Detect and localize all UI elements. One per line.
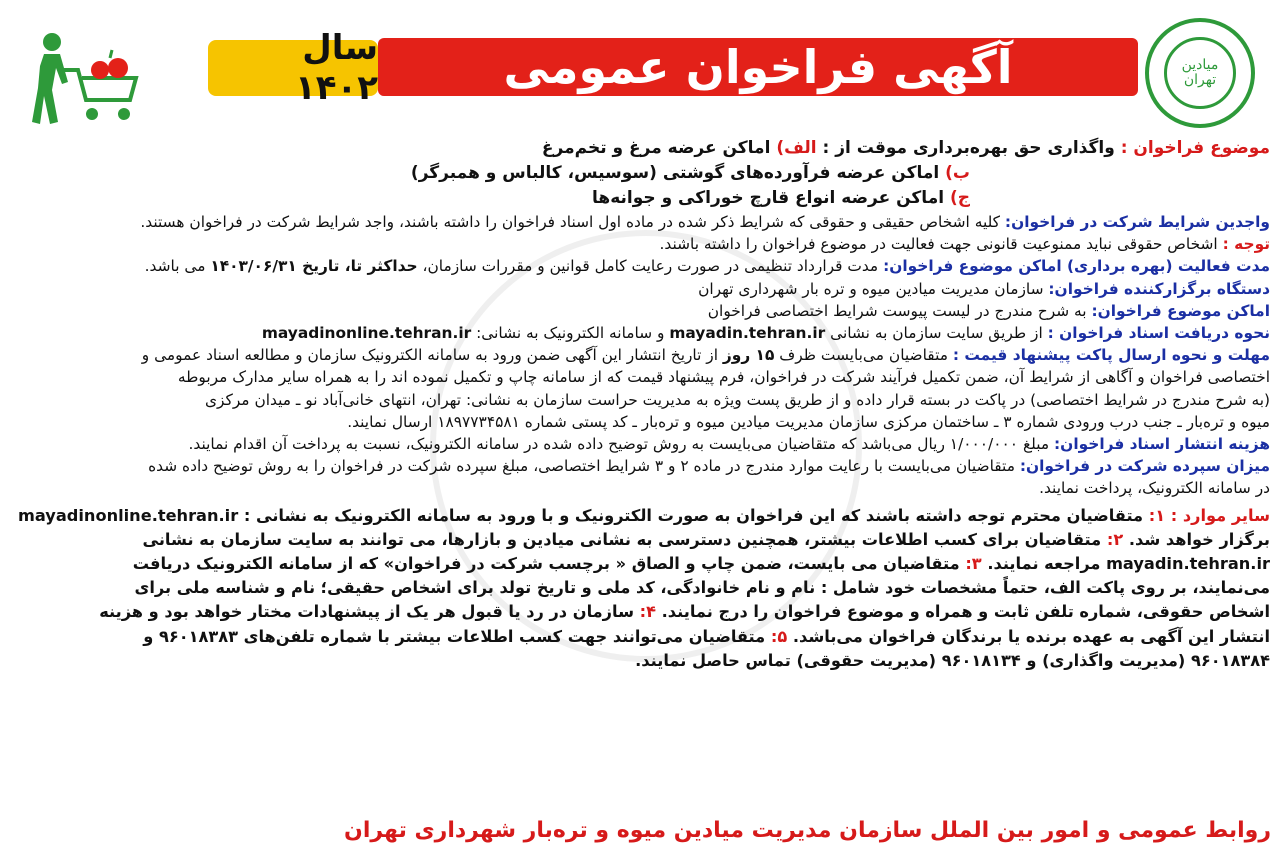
duration-end: می باشد. <box>144 257 206 276</box>
subject-item-a: اماکن عرضه مرغ و تخم‌مرغ <box>541 138 771 158</box>
other-text-6b: متقاضیان می‌توانند جهت کسب اطلاعات بیشتر با شماره تلفن‌های ۹۶۰۱۸۳۸۳ و <box>143 626 766 646</box>
other-line-2 <box>14 528 1270 552</box>
organizer-line <box>14 278 1270 300</box>
title-banner <box>378 38 1138 96</box>
other-site-link[interactable]: mayadin.tehran.ir <box>1106 554 1270 574</box>
eligibility-line <box>14 211 1270 233</box>
header <box>0 0 1285 132</box>
other-line-4: می‌نمایند، بر روی پاکت الف، حتماً مشخصات خود شامل : نام و نام خانوادگی، کد ملی و تاریخ تولد برای اشخاص حقیقی؛ نام و شناسه ملی برای <box>134 578 1270 598</box>
eligibility-label: واجدین شرایط شرکت در فراخوان: <box>1004 213 1270 231</box>
other-text-5b: سازمان در رد یا قبول هر یک از پیشنهادات مختار خواهد بود و هزینه <box>99 602 634 622</box>
other-text-3a: مراجعه نمایند. <box>987 554 1101 574</box>
deposit-label: میزان سپرده شرکت در فراخوان: <box>1019 457 1270 476</box>
banner-title: آگهی فراخوان عمومی <box>503 40 1013 94</box>
other-num-4: ۴: <box>639 602 656 622</box>
deadline-label: مهلت و نحوه ارسال پاکت پیشنهاد قیمت : <box>952 346 1270 365</box>
subject-intro: واگذاری حق بهره‌برداری موقت از : <box>822 138 1115 158</box>
organizer-label: دستگاه برگزارکننده فراخوان: <box>1048 279 1270 298</box>
other-num-5: ۵: <box>770 626 788 646</box>
duration-text: مدت قرارداد تنظیمی در صورت رعایت کامل قوانین و مقررات سازمان، <box>422 257 879 276</box>
shopping-cart-icon <box>22 30 142 130</box>
other-text-1: متقاضیان محترم توجه داشته باشند که این فراخوان به صورت الکترونیک و با ورود به سامانه الکترونیک به نشانی : <box>243 505 1144 525</box>
duration-deadline: حداکثر تا، تاریخ ۱۴۰۳/۰۶/۳۱ <box>210 257 418 276</box>
other-text-2b: متقاضیان برای کسب اطلاعات بیشتر، همچنین دسترسی به نشانی میادین و بازارها، می توانند به سایت سازمان به نشانی <box>142 529 1102 549</box>
documents-label: نحوه دریافت اسناد فراخوان : <box>1047 324 1270 343</box>
subject-item-b-key: ب) <box>945 163 970 183</box>
note-label: توجه : <box>1222 235 1270 254</box>
organization-logo <box>1145 18 1255 128</box>
other-text-5a: اشخاص حقوقی، شماره تلفن ثابت و همراه و موضوع فراخوان را درج نمایند. <box>661 602 1270 622</box>
locations-line <box>14 300 1270 322</box>
subject-item-c-key: ج) <box>949 188 970 208</box>
deadline-days: ۱۵ روز <box>722 346 775 365</box>
logo-text: میادین تهران <box>1164 37 1236 109</box>
duration-label: مدت فعالیت (بهره برداری) اماکن موضوع فراخوان: <box>883 257 1270 276</box>
documents-text1: از طریق سایت سازمان به نشانی <box>830 324 1043 343</box>
subject-item-c: اماکن عرضه انواع قارچ خوراکی و جوانه‌ها <box>592 188 945 208</box>
deposit-line <box>14 455 1270 477</box>
other-line-5 <box>14 600 1270 624</box>
documents-line <box>14 322 1270 344</box>
other-num-1: ۱: <box>1148 505 1166 525</box>
other-text-3b: متقاضیان می بایست، ضمن چاپ و الصاق « برچسب شرکت در فراخوان» که از سامانه الکترونیک دریافت <box>132 554 960 574</box>
other-num-3: ۳: <box>965 554 982 574</box>
locations-text: به شرح مندرج در لیست پیوست شرایط اختصاصی فراخوان <box>707 301 1087 320</box>
subject-item-a-key: الف) <box>776 138 817 158</box>
subject-item-b-line <box>14 161 1270 186</box>
fee-text: مبلغ ۱/۰۰۰/۰۰۰ ریال می‌باشد که متقاضیان می‌بایست به روش توضیح داده شده در سامانه الکترونیک، نسبت به پرداخت آن اقدام نمایند. <box>188 435 1050 454</box>
other-text-6a: انتشار این آگهی به عهده برنده یا برندگان فراخوان می‌باشد. <box>792 626 1270 646</box>
note-line <box>14 233 1270 255</box>
subject-item-b: اماکن عرضه فرآورده‌های گوشتی (سوسیس، کالباس و همبرگر) <box>410 163 940 183</box>
subject-item-c-line <box>14 186 1270 211</box>
deadline-line-4: میوه و تره‌بار ـ جنب درب ورودی شماره ۳ ـ ساختمان مرکزی سازمان مدیریت میادین میوه و تره‌بار ـ کد پستی شماره ۱۸۹۷۷۳۴۵۸۱ ارسال نمایند. <box>347 412 1270 431</box>
deadline-line-3: (به شرح مندرج در شرایط اختصاصی) در پاکت در بسته قرار داده و از طریق پست ویژه به مدیریت حراست سازمان به نشانی: تهران، انتهای خانی‌آباد نو ـ میدان مرکزی <box>204 390 1270 409</box>
other-line-6 <box>14 625 1270 649</box>
locations-label: اماکن موضوع فراخوان: <box>1091 301 1270 320</box>
deadline-text2: از تاریخ انتشار این آگهی ضمن ورود به سامانه الکترونیک سازمان و مطالعه اسناد عمومی و <box>141 346 718 365</box>
fee-label: هزینه انتشار اسناد فراخوان: <box>1054 435 1270 454</box>
eligibility-text: کلیه اشخاص حقیقی و حقوقی که شرایط ذکر شده در ماده اول اسناد فراخوان را داشته باشند، واجد شرایط شرکت در فراخوان هستند. <box>140 213 1001 231</box>
organizer-text: سازمان مدیریت میادین میوه و تره بار شهرداری تهران <box>698 279 1044 298</box>
deadline-line-1 <box>14 344 1270 366</box>
other-num-2: ۲: <box>1106 529 1124 549</box>
deadline-line-2: اختصاصی فراخوان و آگاهی از شرایط آن، ضمن تکمیل فرآیند شرکت در فراخوان، فرم پیشنهاد قیمت که از سامانه چاپ و تکمیل نموده اند را به همراه سایر مدارک مربوطه <box>177 368 1270 387</box>
note-text: اشخاص حقوقی نباید ممنوعیت قانونی جهت فعالیت در موضوع فراخوان را داشته باشند. <box>659 235 1218 254</box>
announcement-body <box>14 136 1270 856</box>
subject-line <box>14 136 1270 161</box>
footer-signature: روابط عمومی و امور بین الملل سازمان مدیریت میادین میوه و تره‌بار شهرداری تهران <box>344 818 1271 843</box>
fee-line <box>14 433 1270 455</box>
duration-line <box>14 255 1270 277</box>
other-label: سایر موارد : <box>1170 505 1270 525</box>
deadline-text1: متقاضیان می‌بایست ظرف <box>779 346 948 365</box>
documents-online-link[interactable]: mayadinonline.tehran.ir <box>261 324 472 343</box>
other-line-1 <box>14 504 1270 528</box>
year-label: سال ۱۴۰۲ <box>294 28 378 108</box>
other-line-3 <box>14 552 1270 576</box>
documents-site-link[interactable]: mayadin.tehran.ir <box>669 324 826 343</box>
documents-text2: و سامانه الکترونیک به نشانی: <box>476 324 665 343</box>
year-badge <box>208 28 378 108</box>
deposit-text: متقاضیان می‌بایست با رعایت موارد مندرج در ماده ۲ و ۳ شرایط اختصاصی، مبلغ سپرده شرکت در فراخوان را به روش توضیح داده شده <box>148 457 1015 476</box>
deposit-line-2: در سامانه الکترونیک، پرداخت نمایند. <box>1039 479 1270 498</box>
other-line-7: ۹۶۰۱۸۳۸۴ (مدیریت واگذاری) و ۹۶۰۱۸۱۳۴ (مدیریت حقوقی) تماس حاصل نمایند. <box>635 650 1270 670</box>
other-online-link[interactable]: mayadinonline.tehran.ir <box>18 505 239 525</box>
subject-label: موضوع فراخوان : <box>1120 138 1270 158</box>
other-text-2a: برگزار خواهد شد. <box>1128 529 1270 549</box>
